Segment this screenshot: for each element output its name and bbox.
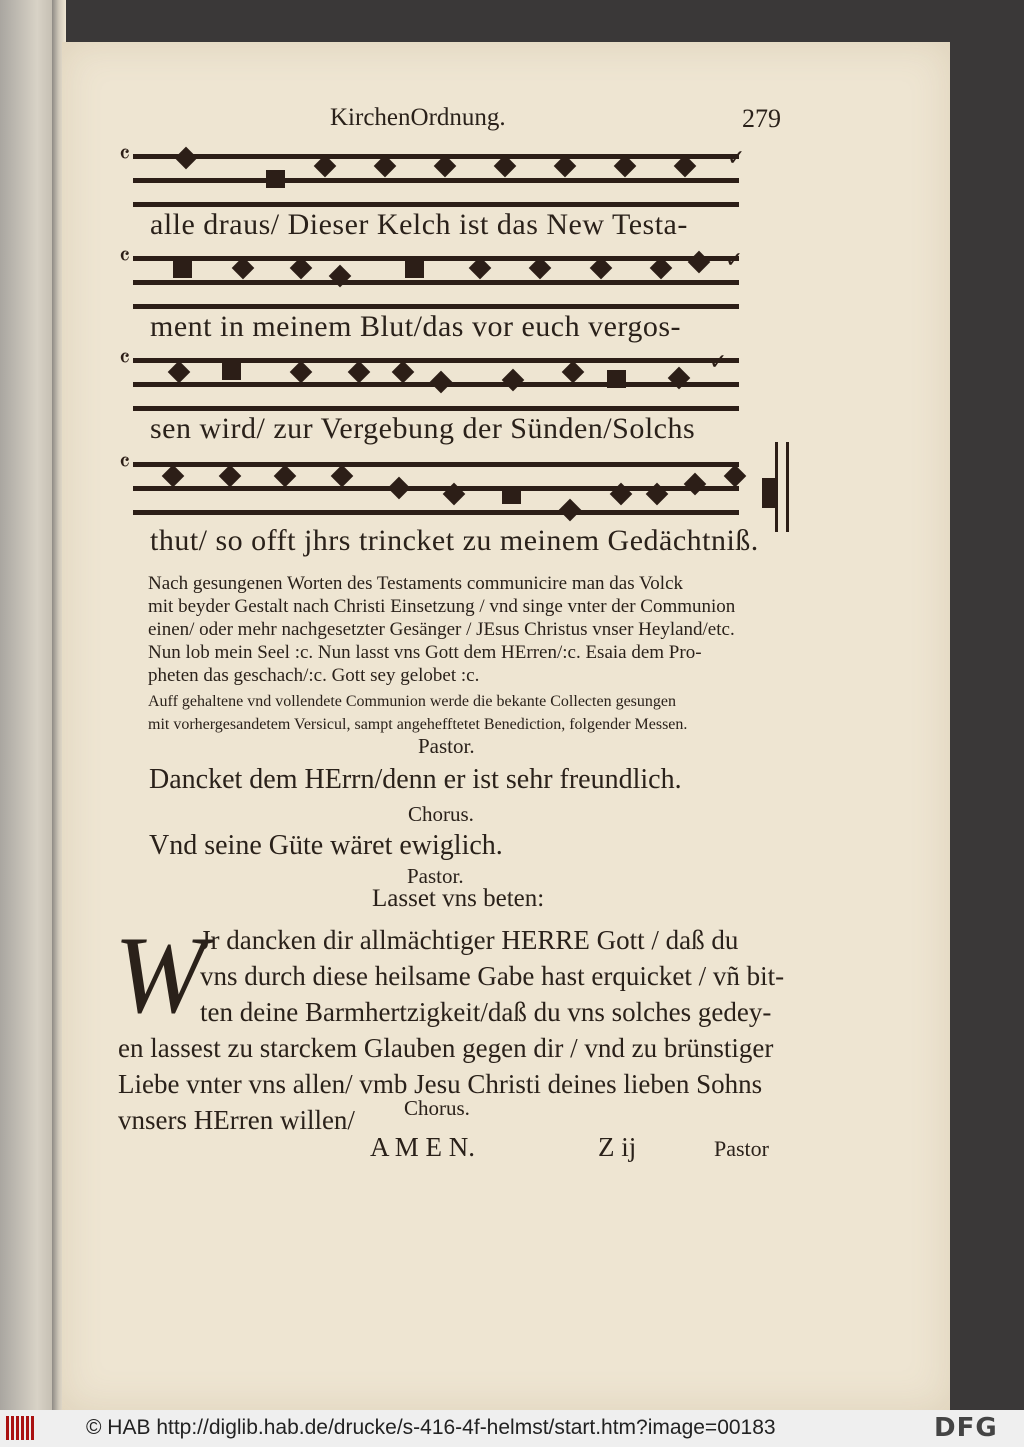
- note: [405, 260, 424, 278]
- clef-icon: 𝄴: [119, 142, 131, 169]
- dfg-logo: DFG: [934, 1413, 998, 1443]
- speaker-pastor: Pastor.: [418, 734, 475, 758]
- note: [331, 465, 354, 488]
- prayer-line: Liebe vnter vns allen/ vmb Jesu Christi deines lieben Sohns: [118, 1069, 763, 1099]
- barline: [775, 442, 778, 532]
- running-title: KirchenOrdnung.: [330, 104, 506, 131]
- note: [222, 362, 241, 380]
- music-staff-3: [119, 348, 746, 420]
- music-staff-1: [119, 144, 746, 216]
- prayer-line: vnsers HErren willen/: [118, 1105, 355, 1135]
- signature-mark: Z ij: [598, 1132, 637, 1162]
- speaker-chorus: Chorus.: [408, 802, 474, 826]
- music-staff-2: [119, 246, 746, 318]
- note: [175, 147, 198, 170]
- prayer-line: Jr dancken dir allmächtiger HERRE Gott / daß du: [200, 925, 739, 955]
- rubric-small: [148, 690, 808, 736]
- response: Vnd seine Güte wäret ewiglich.: [149, 830, 503, 861]
- custos-icon: ✓: [727, 146, 746, 171]
- rubric-small-line: Auff gehaltene vnd vollendete Communion werde die bekante Collecten gesungen: [148, 693, 676, 710]
- lyric-line-1: alle draus/ Dieser Kelch ist das New Testa-: [150, 208, 688, 241]
- note: [168, 361, 191, 384]
- prayer-line: vns durch diese heilsame Gabe hast erquicket / vñ bit-: [200, 961, 785, 991]
- note: [274, 465, 297, 488]
- amen: A M E N.: [370, 1132, 476, 1162]
- hab-logo-icon: [6, 1416, 46, 1440]
- note: [430, 371, 453, 394]
- book-page: [62, 42, 950, 1410]
- decorated-initial: W: [114, 914, 206, 1036]
- note: [348, 361, 371, 384]
- prayer-line: ten deine Barmhertzigkeit/daß du vns solches gedey-: [200, 997, 772, 1027]
- speaker-chorus-2: Chorus.: [404, 1096, 470, 1120]
- note: [392, 361, 415, 384]
- note: [388, 477, 411, 500]
- prayer-invitation: Lasset vns beten:: [372, 885, 545, 912]
- note: [688, 251, 711, 274]
- music-staff-4: [119, 452, 746, 524]
- note: [266, 170, 285, 188]
- barline: [786, 442, 789, 532]
- page-header: [62, 104, 950, 144]
- lyric-line-3: sen wird/ zur Vergebung der Sünden/Solchs: [150, 412, 696, 445]
- note: [724, 465, 747, 488]
- clef-icon: 𝄴: [119, 346, 131, 373]
- note: [162, 465, 185, 488]
- rubric-instructions: [148, 572, 808, 687]
- lyric-line-2: ment in meinem Blut/das vor euch vergos-: [150, 310, 682, 343]
- rubric-line: pheten das geschach/:c. Gott sey gelobet :c.: [148, 665, 480, 686]
- page-number: 279: [742, 104, 781, 133]
- clef-icon: 𝄴: [119, 450, 131, 477]
- note: [562, 361, 585, 384]
- note: [173, 260, 192, 278]
- rubric-line: Nun lob mein Seel :c. Nun lasst vns Gott dem HErren/:c. Esaia dem Pro-: [148, 642, 702, 663]
- clef-icon: 𝄴: [119, 244, 131, 271]
- note: [559, 499, 582, 522]
- note: [607, 370, 626, 388]
- rubric-line: Nach gesungenen Worten des Testaments communicire man das Volck: [148, 573, 683, 594]
- rubric-line: mit beyder Gestalt nach Christi Einsetzung / vnd singe vnter der Communion: [148, 596, 736, 617]
- rubric-small-line: mit vorhergesandetem Versicul, sampt angehefftetet Benediction, folgender Messen.: [148, 716, 688, 733]
- footer-credit-link[interactable]: © HAB http://diglib.hab.de/drucke/s-416-4f-helmst/start.htm?image=00183: [86, 1416, 776, 1439]
- custos-icon: ✓: [725, 248, 744, 273]
- rubric-line: einen/ oder mehr nachgesetzter Gesänger / JEsus Christus vnser Heyland/etc.: [148, 619, 735, 640]
- custos-icon: ✓: [709, 350, 728, 375]
- prayer-line: en lassest zu starckem Glauben gegen dir / vnd zu brünstiger: [118, 1033, 774, 1063]
- versicle: Dancket dem HErrn/denn er ist sehr freundlich.: [149, 764, 682, 795]
- catchword: Pastor: [714, 1136, 769, 1161]
- note: [502, 369, 525, 392]
- note: [684, 473, 707, 496]
- note: [502, 486, 521, 504]
- speaker-pastor-2: Pastor.: [407, 864, 464, 888]
- note: [219, 465, 242, 488]
- note: [290, 361, 313, 384]
- lyric-line-4: thut/ so offt jhrs trincket zu meinem Gedächtniß.: [150, 524, 759, 557]
